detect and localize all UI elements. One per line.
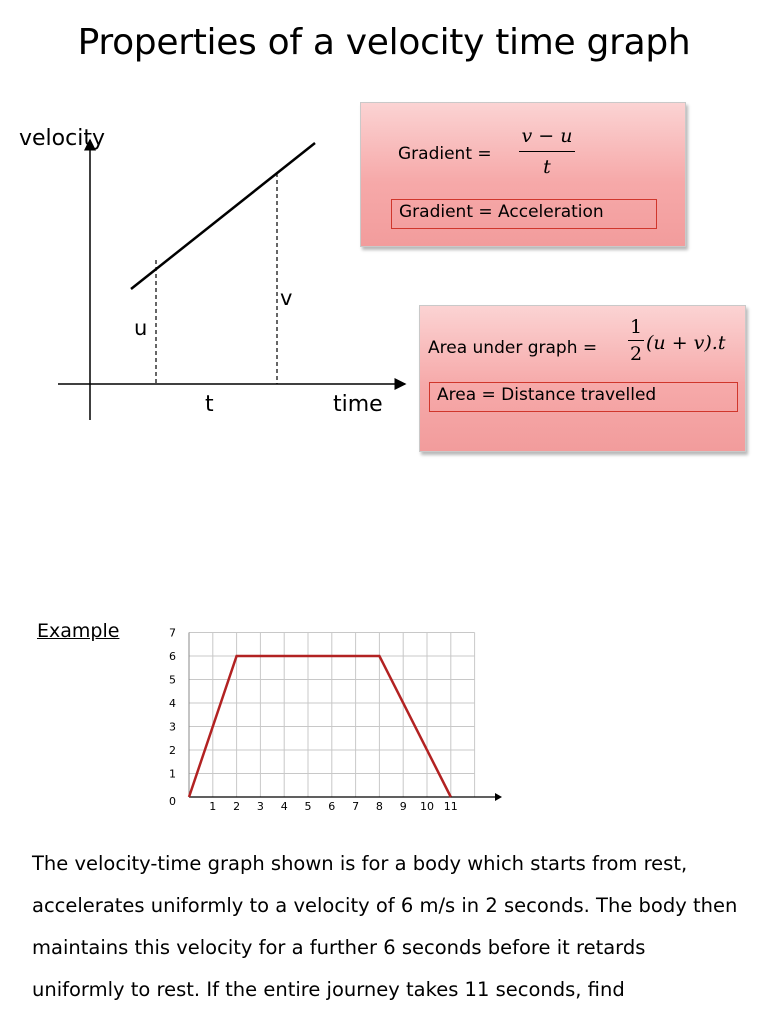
y-tick-label: 7 <box>169 626 176 640</box>
gradient-denominator: t <box>543 156 551 178</box>
paragraph-line: maintains this velocity for a further 6 seconds before it retards <box>32 936 646 959</box>
gradient-prefix: Gradient = <box>398 144 492 164</box>
x-tick-label: 4 <box>280 800 288 813</box>
x-tick-label: 1 <box>209 800 217 813</box>
x-tick-label: 7 <box>352 800 360 813</box>
area-statement: Area = Distance travelled <box>429 382 738 412</box>
diagram-velocity-line <box>131 143 315 289</box>
gradient-statement: Gradient = Acceleration <box>391 199 657 229</box>
y-tick-label: 0 <box>169 795 176 808</box>
x-tick-label: 10 <box>420 800 434 813</box>
problem-paragraph <box>32 843 748 1011</box>
gradient-numerator: v − u <box>521 125 573 147</box>
paragraph-line: accelerates uniformly to a velocity of 6 m/s in 2 seconds. The body then <box>32 894 738 917</box>
x-tick-label: 2 <box>233 800 241 813</box>
x-tick-label: 8 <box>375 800 383 813</box>
velocity-axis-label: velocity <box>19 126 105 151</box>
t-label: t <box>205 392 214 417</box>
time-axis-label: time <box>333 392 383 417</box>
half-denominator: 2 <box>629 343 643 365</box>
u-label: u <box>134 316 148 340</box>
y-tick-label: 1 <box>169 767 176 781</box>
x-tick-label: 5 <box>304 800 312 813</box>
example-label: Example <box>37 620 120 642</box>
y-tick-label: 2 <box>169 744 176 757</box>
paragraph-line: The velocity-time graph shown is for a body which starts from rest, <box>32 852 688 875</box>
gradient-fraction <box>519 125 575 178</box>
x-tick-label: 6 <box>328 800 336 813</box>
y-tick-label: 3 <box>169 720 176 734</box>
half-fraction <box>628 316 644 365</box>
v-label: v <box>280 286 293 310</box>
x-tick-label: 11 <box>443 800 458 813</box>
x-tick-label: 9 <box>399 800 407 813</box>
area-prefix: Area under graph = <box>428 338 598 358</box>
velocity-series-line <box>189 656 451 797</box>
y-tick-label: 4 <box>169 697 176 710</box>
fraction-bar <box>628 340 644 341</box>
y-tick-label: 5 <box>169 673 176 687</box>
area-expression: (u + v).t <box>646 332 726 354</box>
area-box <box>419 305 746 452</box>
page-title: Properties of a velocity time graph <box>77 22 691 63</box>
y-tick-label: 6 <box>169 650 176 663</box>
paragraph-line: uniformly to rest. If the entire journey takes 11 seconds, find <box>32 978 625 1001</box>
chart-x-axis-arrow <box>495 793 502 801</box>
gradient-box <box>360 102 686 247</box>
fraction-bar <box>519 151 575 152</box>
x-tick-label: 3 <box>256 800 264 813</box>
half-numerator: 1 <box>629 316 643 338</box>
